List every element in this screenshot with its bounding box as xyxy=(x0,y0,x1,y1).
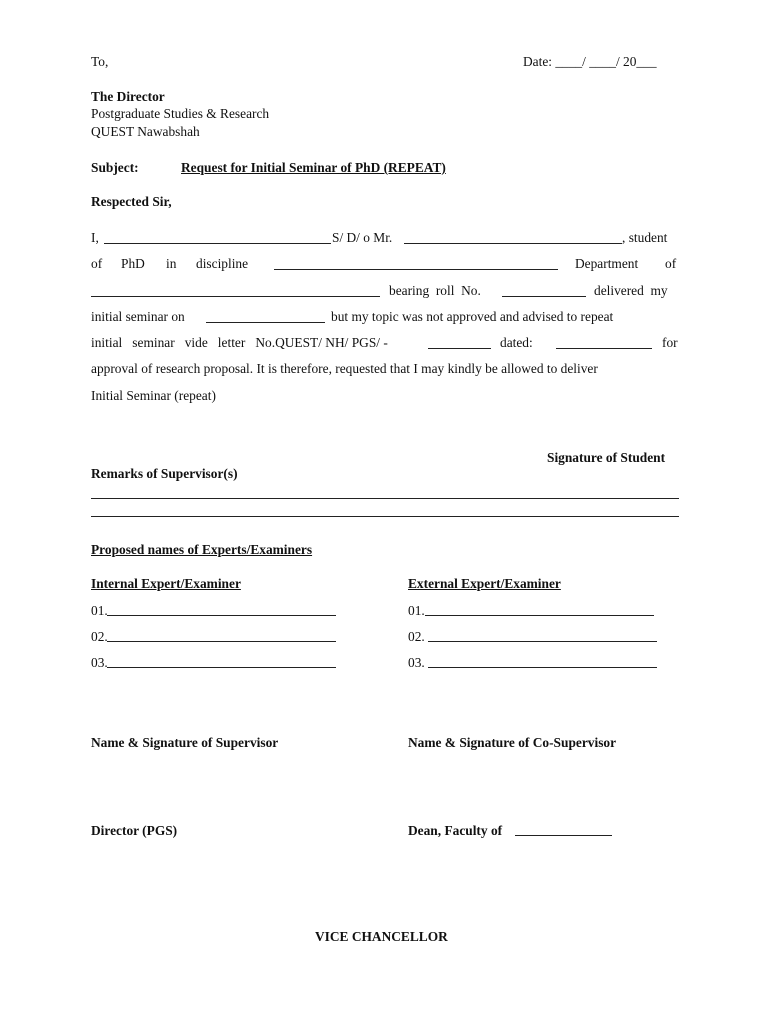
body-bearing-roll: bearing roll No. xyxy=(389,283,481,298)
internal-expert-1-blank xyxy=(107,615,336,616)
addressee-department: Postgraduate Studies & Research xyxy=(91,106,270,121)
body-initial-seminar-repeat: Initial Seminar (repeat) xyxy=(91,388,216,403)
co-supervisor-signature-label: Name & Signature of Co-Supervisor xyxy=(408,735,617,750)
external-expert-2-blank xyxy=(428,641,657,642)
body-initial-seminar-on: initial seminar on xyxy=(91,309,185,324)
subject-label: Subject: xyxy=(91,160,139,175)
remarks-line-2 xyxy=(91,516,679,517)
internal-expert-3-label: 03. xyxy=(91,655,108,670)
body-vide-letter: initial seminar vide letter No.QUEST/ NH/ PGS/ - xyxy=(91,335,388,350)
remarks-line-1 xyxy=(91,498,679,499)
internal-expert-2-blank xyxy=(107,641,336,642)
internal-expert-2-label: 02. xyxy=(91,629,108,644)
body-discipline: discipline xyxy=(196,256,249,271)
vice-chancellor-label: VICE CHANCELLOR xyxy=(315,929,448,944)
date-field: Date: ____/ ____/ 20___ xyxy=(523,54,657,69)
supervisor-signature-label: Name & Signature of Supervisor xyxy=(91,735,279,750)
addressee-institution: QUEST Nawabshah xyxy=(91,124,200,139)
external-expert-3-blank xyxy=(428,667,657,668)
body-sdo: S/ D/ o Mr. xyxy=(332,230,393,245)
body-of-2: of xyxy=(665,256,677,271)
letter-no-blank xyxy=(428,348,491,349)
salutation: Respected Sir, xyxy=(91,194,172,209)
to-label: To, xyxy=(91,54,109,69)
body-phd: PhD xyxy=(121,256,145,271)
body-i: I, xyxy=(91,230,99,245)
dean-faculty-label: Dean, Faculty of xyxy=(408,823,503,838)
body-of: of xyxy=(91,256,103,271)
remarks-label: Remarks of Supervisor(s) xyxy=(91,466,238,481)
body-for: for xyxy=(662,335,678,350)
addressee-title: The Director xyxy=(91,89,165,104)
faculty-blank xyxy=(515,835,612,836)
external-expert-3-label: 03. xyxy=(408,655,429,670)
father-name-blank xyxy=(404,243,622,244)
experts-heading: Proposed names of Experts/Examiners xyxy=(91,542,313,557)
roll-no-blank xyxy=(502,296,586,297)
seminar-date-blank xyxy=(206,322,325,323)
body-approval-request: approval of research proposal. It is therefore, requested that I may kindly be allowed to deliver xyxy=(91,361,598,376)
external-expert-1-blank xyxy=(425,615,654,616)
body-student: , student xyxy=(622,230,668,245)
internal-expert-heading: Internal Expert/Examiner xyxy=(91,576,241,591)
internal-expert-3-blank xyxy=(107,667,336,668)
internal-expert-1-label: 01. xyxy=(91,603,108,618)
external-expert-heading: External Expert/Examiner xyxy=(408,576,561,591)
body-delivered: delivered my xyxy=(594,283,668,298)
body-in: in xyxy=(166,256,177,271)
department-blank xyxy=(91,296,380,297)
body-not-approved: but my topic was not approved and advised to repeat xyxy=(331,309,614,324)
body-department: Department xyxy=(575,256,639,271)
letter-date-blank xyxy=(556,348,652,349)
discipline-blank xyxy=(274,269,558,270)
student-signature-label: Signature of Student xyxy=(547,450,666,465)
student-name-blank xyxy=(104,243,331,244)
subject-text: Request for Initial Seminar of PhD (REPEAT) xyxy=(181,160,446,175)
external-expert-2-label: 02. xyxy=(408,629,429,644)
external-expert-1-label: 01. xyxy=(408,603,425,618)
director-pgs-label: Director (PGS) xyxy=(91,823,178,838)
body-dated: dated: xyxy=(500,335,533,350)
